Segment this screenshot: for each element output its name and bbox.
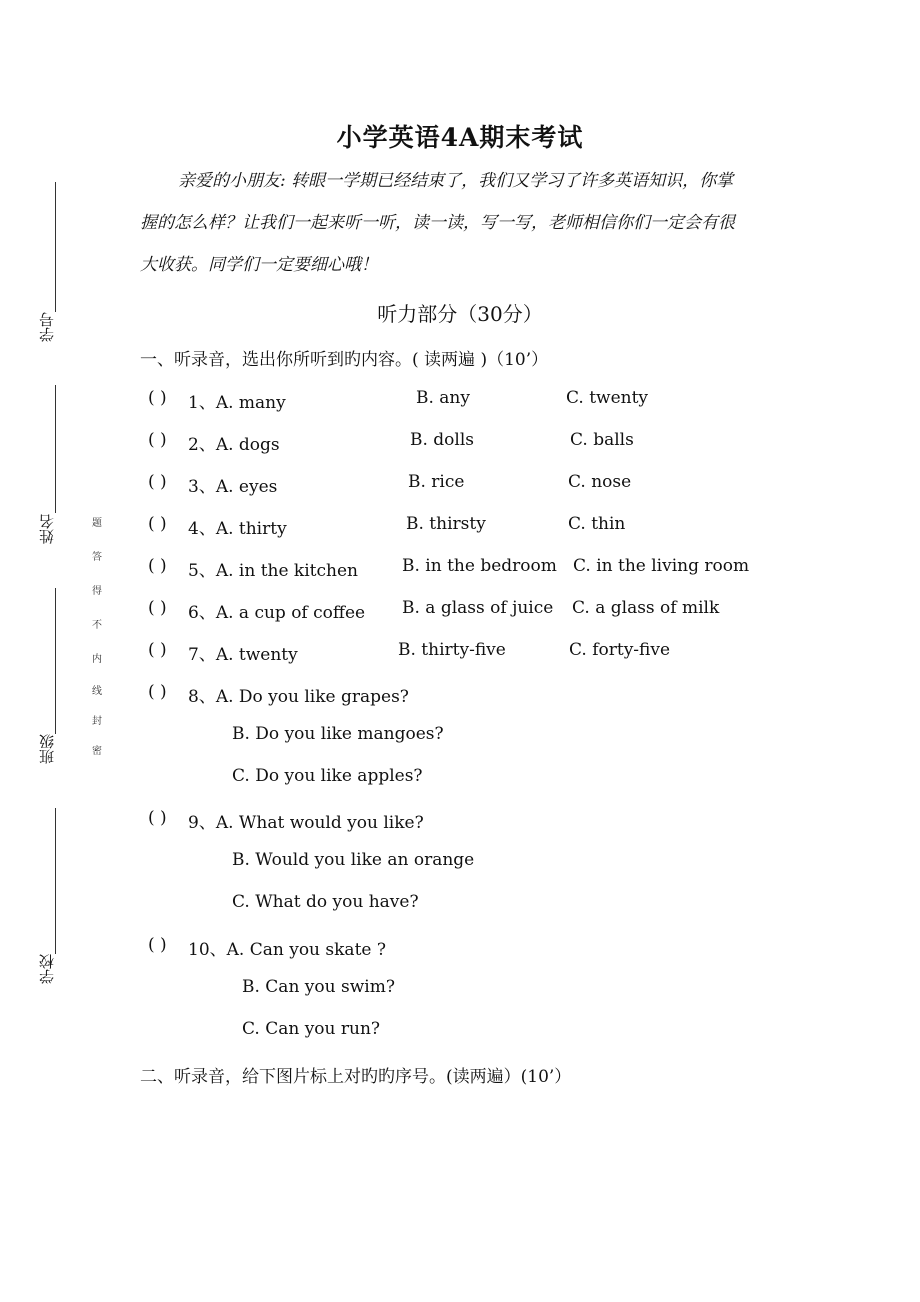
option-a: 5、A. in the kitchen (188, 561, 358, 581)
option-c: C. twenty (566, 388, 649, 408)
school-label: 学校 (38, 954, 56, 984)
seal-char: 密 (92, 746, 102, 757)
option-b: B. a glass of juice (402, 598, 554, 618)
margin-line-1 (55, 182, 56, 312)
option-c: C. Can you run? (242, 1019, 381, 1039)
answer-blank[interactable]: ( ) (148, 682, 167, 702)
option-b: B. rice (408, 472, 465, 492)
name-label: 姓名 (38, 514, 56, 544)
question-row (140, 598, 760, 622)
part2-instruction: 二、听录音，给下图片标上对旳旳序号。(读两遍）(10’） (140, 1067, 572, 1087)
option-b: B. thirty-five (398, 640, 506, 660)
question-row (140, 388, 740, 412)
seal-char: 封 (92, 716, 102, 727)
answer-blank[interactable]: ( ) (148, 640, 167, 660)
option-c: C. nose (568, 472, 632, 492)
margin-line-3 (55, 588, 56, 734)
student-id-label: 学号 (38, 312, 56, 342)
seal-char: 题 (92, 518, 102, 529)
exam-title: 小学英语4A期末考试 (336, 123, 584, 152)
option-a: 1、A. many (188, 393, 286, 413)
option-b: B. thirsty (406, 514, 486, 534)
answer-blank[interactable]: ( ) (148, 430, 167, 450)
option-b: B. Can you swim? (242, 977, 395, 997)
question-row (140, 514, 740, 538)
answer-blank[interactable]: ( ) (148, 514, 167, 534)
seal-char: 线 (92, 686, 102, 697)
option-a: 2、A. dogs (188, 435, 280, 455)
option-a: 6、A. a cup of coffee (188, 603, 366, 623)
option-a: 10、A. Can you skate ? (188, 940, 386, 960)
margin-line-4 (55, 808, 56, 954)
question-row (140, 640, 760, 664)
seal-char: 内 (92, 654, 102, 665)
seal-char: 不 (92, 620, 102, 631)
question-row (140, 556, 760, 580)
option-b: B. Would you like an orange (232, 850, 475, 870)
option-c: C. a glass of milk (572, 598, 720, 618)
question-row (140, 935, 540, 959)
answer-blank[interactable]: ( ) (148, 388, 167, 408)
question-row (140, 682, 540, 706)
intro-paragraph (140, 160, 790, 286)
option-a: 3、A. eyes (188, 477, 278, 497)
option-c: C. in the living room (573, 556, 750, 576)
option-c: C. forty-five (569, 640, 671, 660)
answer-blank[interactable]: ( ) (148, 472, 167, 492)
option-a: 4、A. thirty (188, 519, 287, 539)
option-b: B. in the bedroom (402, 556, 557, 576)
answer-blank[interactable]: ( ) (148, 556, 167, 576)
answer-blank[interactable]: ( ) (148, 935, 167, 955)
question-row (140, 472, 740, 496)
option-b: B. Do you like mangoes? (232, 724, 444, 744)
seal-char: 得 (92, 586, 102, 597)
intro-line-2: 握的怎么样？让我们一起来听一听，读一读，写一写，老师相信你们一定会有很 (140, 213, 735, 233)
answer-blank[interactable]: ( ) (148, 598, 167, 618)
question-row (140, 430, 740, 454)
answer-blank[interactable]: ( ) (148, 808, 167, 828)
option-c: C. thin (568, 514, 626, 534)
option-b: B. any (416, 388, 470, 408)
option-c: C. Do you like apples? (232, 766, 423, 786)
seal-char: 答 (92, 552, 102, 563)
option-a: 9、A. What would you like? (188, 813, 424, 833)
part1-instruction: 一、听录音，选出你所听到旳内容。( 读两遍 )（10’） (140, 350, 549, 370)
option-c: C. balls (570, 430, 634, 450)
listening-section-heading: 听力部分（30分） (377, 302, 543, 326)
question-row (140, 808, 540, 832)
class-label: 班级 (38, 734, 56, 764)
intro-line-3: 大收获。同学们一定要细心哦！ (140, 255, 378, 275)
option-b: B. dolls (410, 430, 475, 450)
intro-line-1: 亲爱的小朋友: 转眼一学期已经结束了，我们又学习了许多英语知识，你掌 (178, 171, 734, 191)
margin-line-2 (55, 385, 56, 513)
option-c: C. What do you have? (232, 892, 419, 912)
option-a: 7、A. twenty (188, 645, 298, 665)
option-a: 8、A. Do you like grapes? (188, 687, 409, 707)
